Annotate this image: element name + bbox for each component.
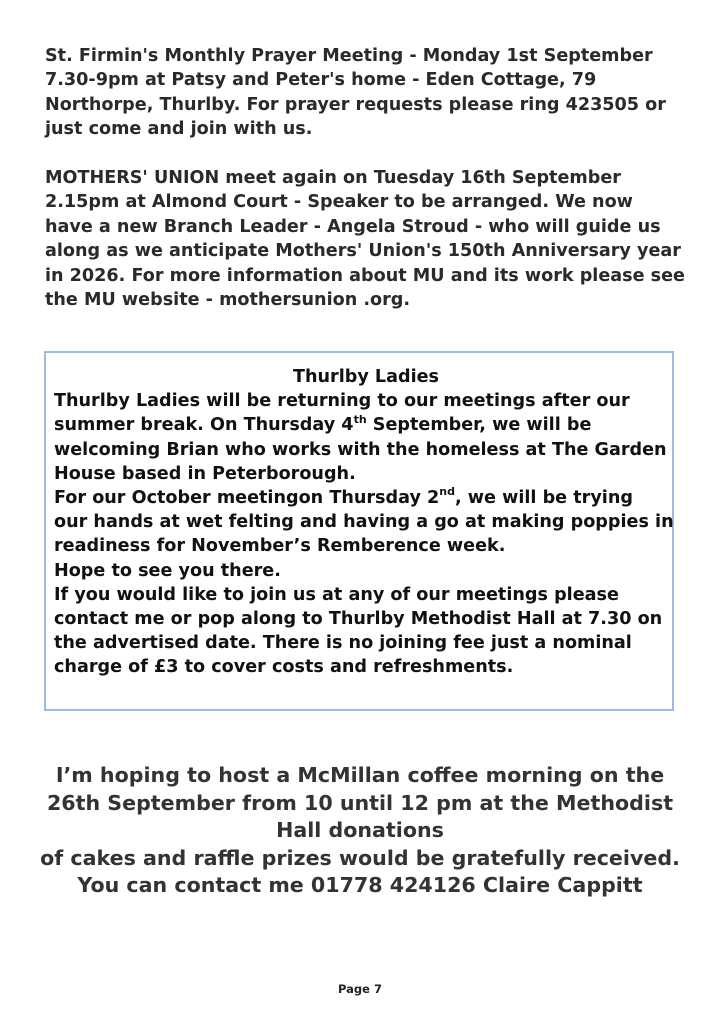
ladies-line: House based in Peterborough. bbox=[54, 463, 356, 484]
coffee-morning-notice bbox=[30, 762, 690, 900]
ladies-text: September, we will be bbox=[366, 415, 592, 436]
mu-line: 2.15pm at Almond Court - Speaker to be arranged. We now bbox=[45, 192, 633, 213]
mu-line: in 2026. For more information about MU and its work please see bbox=[45, 265, 685, 286]
ordinal-suffix: nd bbox=[439, 485, 455, 499]
coffee-line: I’m hoping to host a McMillan coffee morning on the bbox=[55, 763, 665, 787]
ladies-line bbox=[54, 413, 674, 437]
mu-line: MOTHERS' UNION meet again on Tuesday 16th September bbox=[45, 168, 621, 188]
coffee-line: of cakes and raffle prizes would be gratefully received. bbox=[40, 845, 680, 870]
prayer-line: Northorpe, Thurlby. For prayer requests please ring 423505 or bbox=[45, 94, 666, 115]
prayer-line: St. Firmin's Monthly Prayer Meeting - Monday 1st September bbox=[45, 46, 653, 66]
prayer-line: just come and join with us. bbox=[45, 119, 313, 140]
ladies-text: summer break. On Thursday 4 bbox=[54, 415, 354, 436]
ladies-line: Hope to see you there. bbox=[54, 560, 281, 581]
ladies-text: , we will be trying bbox=[455, 488, 633, 509]
ladies-line: Thurlby Ladies will be returning to our meetings after our bbox=[54, 391, 630, 412]
ladies-line: charge of £3 to cover costs and refreshments. bbox=[54, 657, 514, 678]
prayer-meeting-notice bbox=[45, 44, 685, 142]
thurlby-ladies-title: Thurlby Ladies bbox=[292, 367, 440, 387]
prayer-line: 7.30-9pm at Patsy and Peter's home - Eden Cottage, 79 bbox=[45, 70, 597, 91]
coffee-line: Hall donations bbox=[276, 818, 444, 843]
ordinal-suffix: th bbox=[353, 412, 367, 426]
ladies-line bbox=[54, 486, 674, 510]
thurlby-ladies-box bbox=[44, 351, 674, 711]
ladies-line: our hands at wet felting and having a go at making poppies in bbox=[54, 512, 674, 533]
ladies-text: For our October meetingon Thursday 2 bbox=[54, 488, 440, 509]
mu-line: the MU website - mothersunion .org. bbox=[45, 290, 411, 311]
mu-line: have a new Branch Leader - Angela Stroud - who will guide us bbox=[45, 216, 661, 237]
coffee-line: 26th September from 10 until 12 pm at the Methodist bbox=[46, 790, 674, 815]
ladies-line: the advertised date. There is no joining fee just a nominal bbox=[54, 633, 632, 654]
ladies-line: If you would like to join us at any of our meetings please bbox=[54, 584, 619, 605]
mu-line: along as we anticipate Mothers' Union's 150th Anniversary year bbox=[45, 241, 681, 262]
ladies-line: readiness for November’s Remberence week. bbox=[54, 536, 506, 557]
ladies-line: welcoming Brian who works with the homeless at The Garden bbox=[54, 439, 667, 460]
ladies-line: contact me or pop along to Thurlby Methodist Hall at 7.30 on bbox=[54, 609, 663, 630]
coffee-line: You can contact me 01778 424126 Claire Cappitt bbox=[77, 873, 643, 898]
thurlby-ladies-text bbox=[54, 365, 674, 680]
mothers-union-notice bbox=[45, 166, 685, 312]
page-number: Page 7 bbox=[338, 982, 382, 996]
